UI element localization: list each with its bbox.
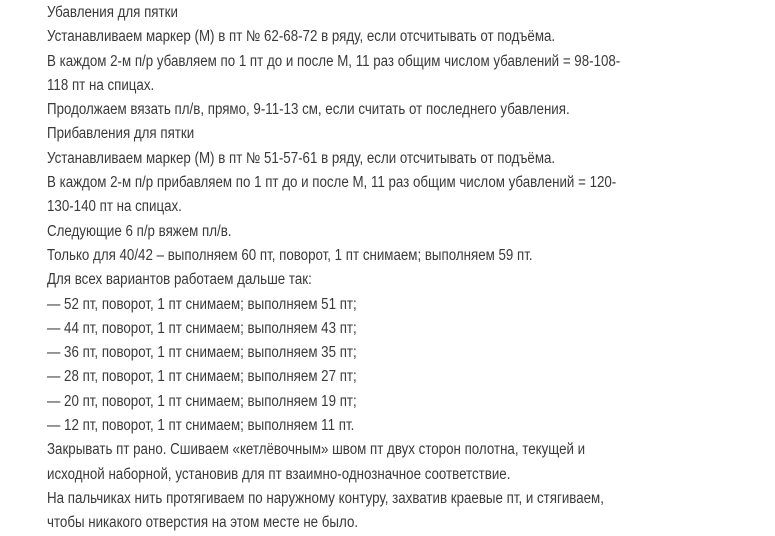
text-line: чтобы никакого отверстия на этом месте не было.: [47, 514, 359, 532]
text-line: Продолжаем вязать пл/в, прямо, 9-11-13 см, если считать от последнего убавления.: [47, 101, 570, 119]
text-line: исходной наборной, установив для пт взаимно-однозначное соответствие.: [47, 465, 511, 483]
text-line: — 44 пт, поворот, 1 пт снимаем; выполняем 43 пт;: [47, 319, 357, 337]
text-line: Только для 40/42 – выполняем 60 пт, поворот, 1 пт снимаем; выполняем 59 пт.: [47, 246, 533, 264]
text-line: Следующие 6 п/р вяжем пл/в.: [47, 222, 232, 240]
text-line: Для всех вариантов работаем дальше так:: [47, 271, 312, 289]
text-line: — 36 пт, поворот, 1 пт снимаем; выполняем 35 пт;: [47, 344, 357, 362]
text-line: Убавления для пятки: [47, 4, 178, 21]
text-line: — 28 пт, поворот, 1 пт снимаем; выполняем 27 пт;: [47, 368, 357, 386]
text-line: 118 пт на спицах.: [47, 76, 155, 94]
text-line: — 20 пт, поворот, 1 пт снимаем; выполняем 19 пт;: [47, 392, 357, 410]
text-line: Устанавливаем маркер (М) в пт № 62-68-72 в ряду, если отсчитывать от подъёма.: [47, 28, 556, 46]
text-line: Прибавления для пятки: [47, 125, 195, 143]
text-line: В каждом 2-м п/р прибавляем по 1 пт до и после М, 11 раз общим числом убавлений = 120-: [47, 174, 617, 192]
text-line: Закрывать пт рано. Сшиваем «кетлёвочным» швом пт двух сторон полотна, текущей и: [47, 441, 586, 459]
text-line: В каждом 2-м п/р убавляем по 1 пт до и после М, 11 раз общим числом убавлений = 98-108-: [47, 52, 621, 70]
document-text: [47, 1, 735, 536]
text-line: 130-140 пт на спицах.: [47, 198, 182, 216]
text-line: — 52 пт, поворот, 1 пт снимаем; выполняем 51 пт;: [47, 295, 357, 313]
text-line: На пальчиках нить протягиваем по наружному контуру, захватив краевые пт, и стягиваем,: [47, 489, 604, 507]
text-line: Устанавливаем маркер (М) в пт № 51-57-61 в ряду, если отсчитывать от подъёма.: [47, 149, 556, 167]
text-line: — 12 пт, поворот, 1 пт снимаем; выполняем 11 пт.: [47, 417, 355, 435]
